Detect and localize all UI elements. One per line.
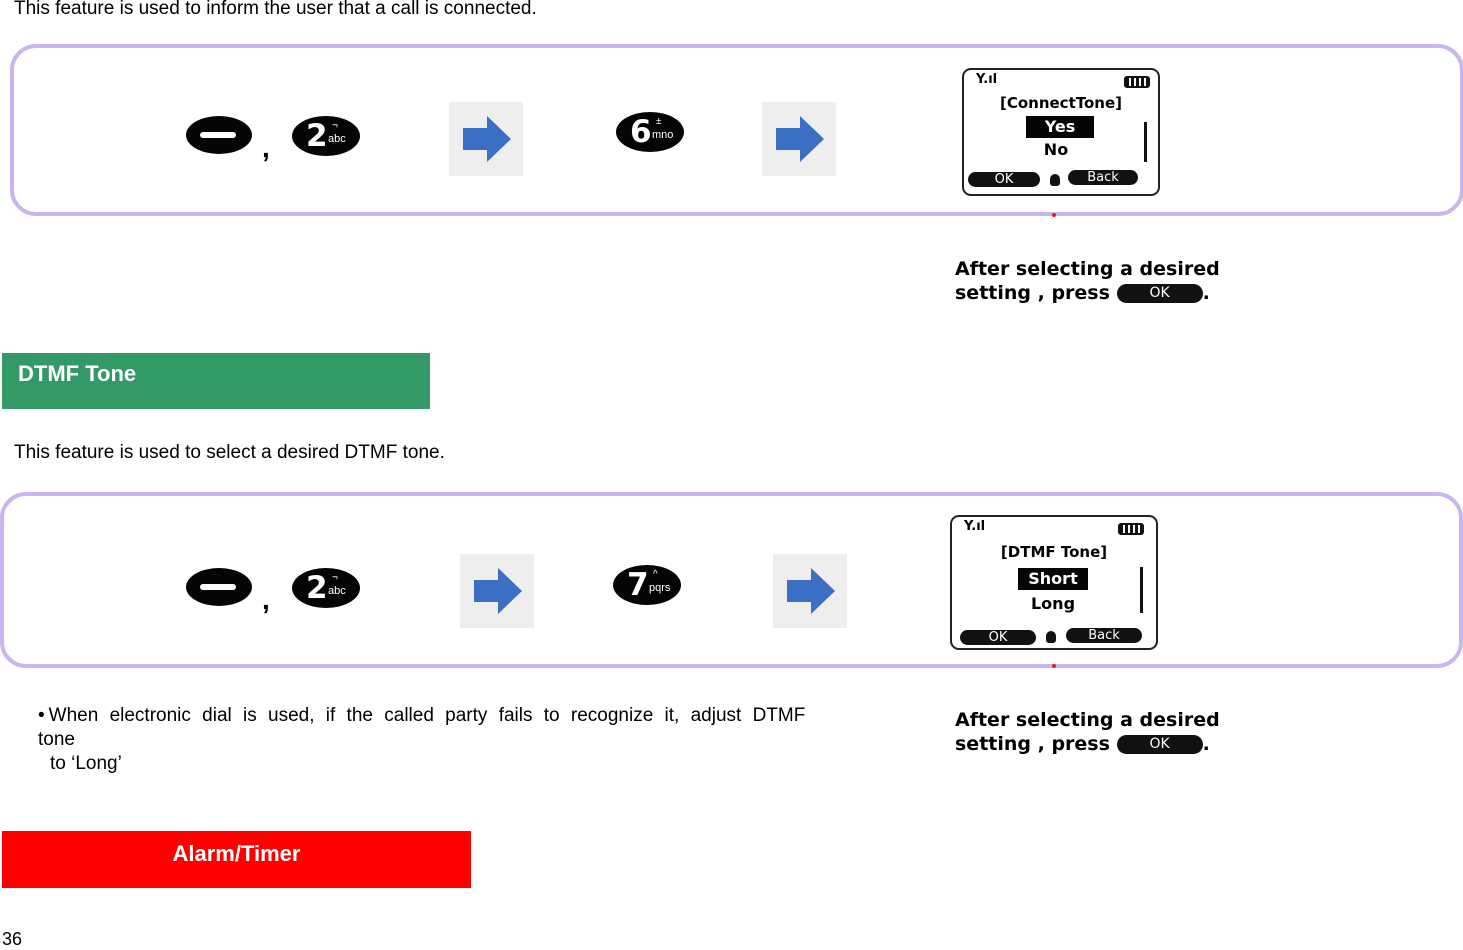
arrow-right-icon [460,554,534,628]
page-number: 36 [2,929,23,949]
key-digit: 2 [306,118,328,154]
comma-separator: , [262,132,270,163]
red-marker-dot [1052,664,1056,668]
screen-title: [ConnectTone] [999,94,1122,112]
after-period: . [1202,733,1210,755]
intro-text-connect-tone: This feature is used to inform the user that a call is connected. [14,0,537,19]
softkey-ok: OK [960,630,1036,645]
key-symbol: ¬ [332,572,338,583]
key-letters: pqrs [649,582,671,594]
after-period: . [1202,282,1210,304]
lock-icon [1046,631,1056,643]
key-2-icon [292,568,360,608]
signal-icon: Y.ıl [976,72,998,87]
dtmf-note [38,704,846,776]
option-short-selected: Short [1018,568,1088,590]
key-2-icon [292,116,360,156]
ok-button-icon: OK [1117,735,1203,754]
scrollbar [1140,567,1143,613]
key-symbol: ± [656,116,662,127]
arrow-right-icon [449,102,523,176]
softkey-ok: OK [968,172,1040,187]
after-line-2: setting , press [955,733,1110,755]
lock-icon [1050,174,1060,186]
battery-icon [1118,523,1144,535]
phone-screen-connect-tone [962,68,1160,196]
bullet-icon: • [38,705,45,726]
after-line-1: After selecting a desired [955,258,1220,280]
key-digit: 7 [627,567,649,603]
key-letters: abc [328,133,346,145]
red-marker-dot [1052,213,1056,217]
softkey-back: Back [1066,628,1142,643]
signal-icon: Y.ıl [964,519,986,534]
arrow-right-icon [773,554,847,628]
note-line-3: to ‘Long’ [50,753,122,774]
section-heading-alarm-timer [2,831,471,888]
key-letters: abc [328,585,346,597]
comma-separator: , [262,584,270,615]
after-selecting-note [955,257,1220,305]
option-yes-selected: Yes [1026,116,1094,138]
key-letters: mno [652,129,674,141]
key-6-icon [616,112,684,152]
intro-text-dtmf-tone: This feature is used to select a desired DTMF tone. [14,442,445,463]
key-digit: 2 [306,570,328,606]
end-key-icon [186,116,252,154]
option-no: No [1043,140,1069,159]
section-title: DTMF Tone [18,361,137,386]
softkey-back: Back [1068,170,1138,185]
note-line-1: When electronic dial is used, if the called party fails to recognize it, adjust DTMF [48,705,806,726]
screen-title: [DTMF Tone] [1000,543,1108,561]
after-line-1: After selecting a desired [955,709,1220,731]
section-title: Alarm/Timer [172,841,301,866]
phone-screen-dtmf-tone [950,515,1158,650]
option-long: Long [1030,594,1076,613]
key-symbol: ^ [653,569,658,580]
key-7-icon [613,565,681,605]
section-heading-dtmf-tone [2,353,430,409]
after-selecting-note [955,708,1220,756]
battery-icon [1124,76,1150,88]
arrow-right-icon [762,102,836,176]
key-symbol: ¬ [332,120,338,131]
note-line-2: tone [38,729,75,750]
key-digit: 6 [630,114,652,150]
scrollbar [1144,122,1147,162]
end-key-icon [186,568,252,606]
ok-button-icon: OK [1117,284,1203,303]
after-line-2: setting , press [955,282,1110,304]
